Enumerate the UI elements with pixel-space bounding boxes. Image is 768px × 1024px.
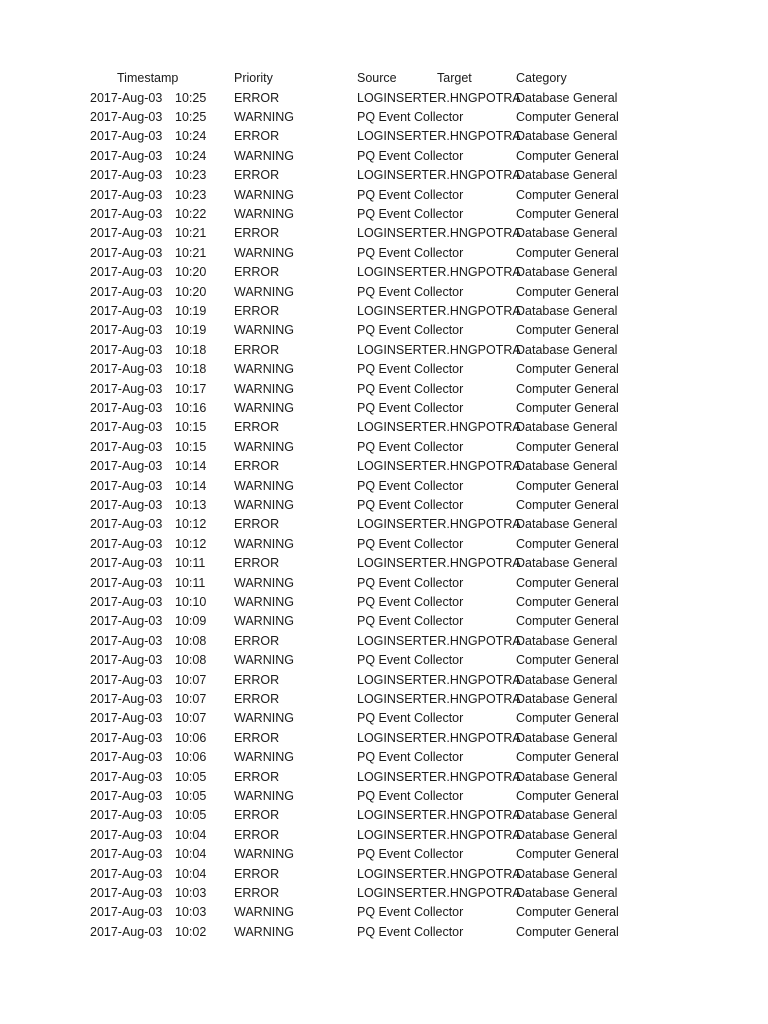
table-row [0, 826, 768, 845]
table-row [0, 632, 768, 651]
row-priority: WARNING [234, 497, 294, 512]
row-category: Database General [516, 265, 618, 280]
row-category: Computer General [516, 536, 619, 551]
row-priority: WARNING [234, 750, 294, 765]
row-time: 10:20 [175, 265, 207, 280]
row-time: 10:12 [175, 536, 207, 551]
row-category: Computer General [516, 614, 619, 629]
row-date: 2017-Aug-03 [90, 129, 163, 144]
row-date: 2017-Aug-03 [90, 148, 163, 163]
row-source: PQ Event Collector [357, 206, 464, 221]
table-row [0, 380, 768, 399]
table-row [0, 321, 768, 340]
table-row [0, 399, 768, 418]
row-priority: ERROR [234, 90, 280, 105]
row-priority: ERROR [234, 265, 280, 280]
row-category: Computer General [516, 362, 619, 377]
row-category: Computer General [516, 206, 619, 221]
table-row [0, 593, 768, 612]
row-time: 10:08 [175, 633, 207, 648]
row-time: 10:04 [175, 827, 207, 842]
row-date: 2017-Aug-03 [90, 924, 163, 939]
row-source: PQ Event Collector [357, 905, 464, 920]
row-category: Database General [516, 827, 618, 842]
row-time: 10:18 [175, 362, 207, 377]
row-time: 10:06 [175, 750, 207, 765]
row-category: Computer General [516, 187, 619, 202]
row-category: Database General [516, 168, 618, 183]
row-priority: ERROR [234, 420, 280, 435]
row-category: Database General [516, 420, 618, 435]
row-date: 2017-Aug-03 [90, 323, 163, 338]
row-source: LOGINSERTER.HNGPOTRA [357, 556, 521, 571]
row-time: 10:15 [175, 439, 207, 454]
table-row [0, 89, 768, 108]
table-row [0, 923, 768, 942]
row-priority: ERROR [234, 342, 280, 357]
row-category: Database General [516, 633, 618, 648]
table-row [0, 709, 768, 728]
row-date: 2017-Aug-03 [90, 439, 163, 454]
row-source: PQ Event Collector [357, 245, 464, 260]
row-source: LOGINSERTER.HNGPOTRA [357, 459, 521, 474]
row-priority: ERROR [234, 808, 280, 823]
row-priority: ERROR [234, 866, 280, 881]
table-row [0, 554, 768, 573]
row-source: PQ Event Collector [357, 323, 464, 338]
row-priority: WARNING [234, 148, 294, 163]
row-date: 2017-Aug-03 [90, 381, 163, 396]
header-source: Source [357, 71, 397, 85]
row-time: 10:07 [175, 711, 207, 726]
row-date: 2017-Aug-03 [90, 691, 163, 706]
row-date: 2017-Aug-03 [90, 400, 163, 415]
row-priority: ERROR [234, 730, 280, 745]
row-source: LOGINSERTER.HNGPOTRA [357, 420, 521, 435]
row-category: Computer General [516, 594, 619, 609]
row-category: Computer General [516, 284, 619, 299]
row-priority: WARNING [234, 905, 294, 920]
row-time: 10:08 [175, 653, 207, 668]
row-category: Database General [516, 556, 618, 571]
table-row [0, 438, 768, 457]
row-date: 2017-Aug-03 [90, 711, 163, 726]
row-date: 2017-Aug-03 [90, 536, 163, 551]
table-row [0, 651, 768, 670]
row-date: 2017-Aug-03 [90, 769, 163, 784]
row-date: 2017-Aug-03 [90, 517, 163, 532]
row-date: 2017-Aug-03 [90, 303, 163, 318]
row-date: 2017-Aug-03 [90, 847, 163, 862]
row-source: LOGINSERTER.HNGPOTRA [357, 90, 521, 105]
row-priority: WARNING [234, 206, 294, 221]
table-row [0, 535, 768, 554]
row-source: PQ Event Collector [357, 653, 464, 668]
row-source: PQ Event Collector [357, 847, 464, 862]
row-date: 2017-Aug-03 [90, 808, 163, 823]
table-row [0, 224, 768, 243]
row-category: Database General [516, 691, 618, 706]
table-row [0, 748, 768, 767]
row-priority: WARNING [234, 362, 294, 377]
row-date: 2017-Aug-03 [90, 90, 163, 105]
row-category: Computer General [516, 750, 619, 765]
table-row [0, 166, 768, 185]
table-row [0, 244, 768, 263]
row-priority: ERROR [234, 517, 280, 532]
row-source: LOGINSERTER.HNGPOTRA [357, 265, 521, 280]
row-date: 2017-Aug-03 [90, 730, 163, 745]
row-time: 10:05 [175, 769, 207, 784]
row-category: Database General [516, 885, 618, 900]
row-category: Computer General [516, 788, 619, 803]
table-row [0, 108, 768, 127]
row-priority: WARNING [234, 536, 294, 551]
row-category: Database General [516, 303, 618, 318]
table-row [0, 263, 768, 282]
row-time: 10:12 [175, 517, 207, 532]
row-priority: ERROR [234, 459, 280, 474]
row-source: LOGINSERTER.HNGPOTRA [357, 691, 521, 706]
row-source: LOGINSERTER.HNGPOTRA [357, 342, 521, 357]
row-date: 2017-Aug-03 [90, 614, 163, 629]
row-source: PQ Event Collector [357, 614, 464, 629]
row-time: 10:25 [175, 109, 207, 124]
row-category: Computer General [516, 924, 619, 939]
row-source: LOGINSERTER.HNGPOTRA [357, 633, 521, 648]
row-category: Computer General [516, 245, 619, 260]
row-priority: ERROR [234, 556, 280, 571]
row-date: 2017-Aug-03 [90, 459, 163, 474]
row-time: 10:25 [175, 90, 207, 105]
row-category: Computer General [516, 653, 619, 668]
row-priority: ERROR [234, 303, 280, 318]
row-date: 2017-Aug-03 [90, 206, 163, 221]
row-date: 2017-Aug-03 [90, 575, 163, 590]
row-priority: WARNING [234, 575, 294, 590]
row-date: 2017-Aug-03 [90, 672, 163, 687]
header-category: Category [516, 71, 567, 85]
row-priority: WARNING [234, 400, 294, 415]
row-priority: ERROR [234, 691, 280, 706]
row-category: Computer General [516, 439, 619, 454]
row-time: 10:23 [175, 187, 207, 202]
row-source: PQ Event Collector [357, 381, 464, 396]
row-priority: WARNING [234, 653, 294, 668]
row-time: 10:17 [175, 381, 207, 396]
row-date: 2017-Aug-03 [90, 168, 163, 183]
row-source: PQ Event Collector [357, 711, 464, 726]
row-category: Database General [516, 517, 618, 532]
row-priority: ERROR [234, 226, 280, 241]
row-time: 10:14 [175, 478, 207, 493]
row-priority: ERROR [234, 769, 280, 784]
table-row [0, 768, 768, 787]
header-priority: Priority [234, 71, 273, 85]
row-source: LOGINSERTER.HNGPOTRA [357, 129, 521, 144]
row-source: PQ Event Collector [357, 750, 464, 765]
row-source: LOGINSERTER.HNGPOTRA [357, 303, 521, 318]
row-date: 2017-Aug-03 [90, 556, 163, 571]
row-category: Computer General [516, 847, 619, 862]
row-time: 10:03 [175, 885, 207, 900]
row-source: LOGINSERTER.HNGPOTRA [357, 168, 521, 183]
row-source: PQ Event Collector [357, 109, 464, 124]
row-time: 10:19 [175, 323, 207, 338]
row-priority: ERROR [234, 168, 280, 183]
row-category: Database General [516, 769, 618, 784]
table-row [0, 884, 768, 903]
row-source: LOGINSERTER.HNGPOTRA [357, 769, 521, 784]
row-source: PQ Event Collector [357, 478, 464, 493]
row-time: 10:03 [175, 905, 207, 920]
table-row [0, 729, 768, 748]
row-source: PQ Event Collector [357, 788, 464, 803]
row-priority: WARNING [234, 478, 294, 493]
row-time: 10:24 [175, 129, 207, 144]
table-row [0, 496, 768, 515]
row-priority: WARNING [234, 187, 294, 202]
row-date: 2017-Aug-03 [90, 478, 163, 493]
row-time: 10:09 [175, 614, 207, 629]
row-time: 10:22 [175, 206, 207, 221]
row-time: 10:21 [175, 245, 207, 260]
row-time: 10:15 [175, 420, 207, 435]
row-date: 2017-Aug-03 [90, 866, 163, 881]
row-date: 2017-Aug-03 [90, 788, 163, 803]
row-priority: WARNING [234, 323, 294, 338]
row-priority: WARNING [234, 614, 294, 629]
row-priority: WARNING [234, 847, 294, 862]
table-row [0, 690, 768, 709]
row-category: Computer General [516, 575, 619, 590]
row-source: LOGINSERTER.HNGPOTRA [357, 827, 521, 842]
row-category: Computer General [516, 381, 619, 396]
row-priority: WARNING [234, 924, 294, 939]
row-date: 2017-Aug-03 [90, 284, 163, 299]
table-row [0, 360, 768, 379]
row-time: 10:13 [175, 497, 207, 512]
row-priority: WARNING [234, 711, 294, 726]
row-source: PQ Event Collector [357, 284, 464, 299]
row-time: 10:10 [175, 594, 207, 609]
row-source: PQ Event Collector [357, 594, 464, 609]
table-row [0, 806, 768, 825]
row-priority: WARNING [234, 109, 294, 124]
table-row [0, 515, 768, 534]
row-time: 10:05 [175, 808, 207, 823]
table-row [0, 865, 768, 884]
row-date: 2017-Aug-03 [90, 885, 163, 900]
row-category: Database General [516, 90, 618, 105]
row-priority: ERROR [234, 827, 280, 842]
row-source: PQ Event Collector [357, 400, 464, 415]
row-time: 10:05 [175, 788, 207, 803]
row-date: 2017-Aug-03 [90, 594, 163, 609]
row-date: 2017-Aug-03 [90, 653, 163, 668]
header-row [0, 69, 768, 88]
row-date: 2017-Aug-03 [90, 827, 163, 842]
row-priority: ERROR [234, 129, 280, 144]
header-timestamp: Timestamp [117, 71, 179, 85]
row-category: Computer General [516, 497, 619, 512]
row-source: PQ Event Collector [357, 575, 464, 590]
row-category: Database General [516, 808, 618, 823]
table-row [0, 671, 768, 690]
table-row [0, 477, 768, 496]
row-category: Database General [516, 342, 618, 357]
row-category: Computer General [516, 711, 619, 726]
row-source: PQ Event Collector [357, 497, 464, 512]
row-priority: WARNING [234, 245, 294, 260]
row-date: 2017-Aug-03 [90, 905, 163, 920]
row-date: 2017-Aug-03 [90, 187, 163, 202]
row-category: Computer General [516, 400, 619, 415]
table-row [0, 903, 768, 922]
table-row [0, 186, 768, 205]
row-source: PQ Event Collector [357, 439, 464, 454]
row-date: 2017-Aug-03 [90, 342, 163, 357]
row-time: 10:19 [175, 303, 207, 318]
row-category: Database General [516, 226, 618, 241]
row-date: 2017-Aug-03 [90, 362, 163, 377]
row-time: 10:02 [175, 924, 207, 939]
row-time: 10:07 [175, 672, 207, 687]
row-source: LOGINSERTER.HNGPOTRA [357, 808, 521, 823]
row-category: Database General [516, 459, 618, 474]
row-priority: WARNING [234, 594, 294, 609]
row-time: 10:14 [175, 459, 207, 474]
table-row [0, 302, 768, 321]
row-source: LOGINSERTER.HNGPOTRA [357, 226, 521, 241]
table-row [0, 127, 768, 146]
row-source: LOGINSERTER.HNGPOTRA [357, 517, 521, 532]
row-source: PQ Event Collector [357, 536, 464, 551]
row-time: 10:04 [175, 866, 207, 881]
row-time: 10:20 [175, 284, 207, 299]
row-source: LOGINSERTER.HNGPOTRA [357, 672, 521, 687]
row-priority: WARNING [234, 439, 294, 454]
row-time: 10:18 [175, 342, 207, 357]
row-date: 2017-Aug-03 [90, 245, 163, 260]
table-row [0, 574, 768, 593]
row-date: 2017-Aug-03 [90, 633, 163, 648]
row-source: PQ Event Collector [357, 924, 464, 939]
row-time: 10:06 [175, 730, 207, 745]
row-date: 2017-Aug-03 [90, 420, 163, 435]
row-priority: WARNING [234, 284, 294, 299]
row-time: 10:16 [175, 400, 207, 415]
row-category: Computer General [516, 905, 619, 920]
row-priority: ERROR [234, 672, 280, 687]
table-row [0, 205, 768, 224]
table-row [0, 418, 768, 437]
row-category: Computer General [516, 323, 619, 338]
row-source: PQ Event Collector [357, 187, 464, 202]
row-category: Computer General [516, 148, 619, 163]
row-source: LOGINSERTER.HNGPOTRA [357, 866, 521, 881]
row-date: 2017-Aug-03 [90, 226, 163, 241]
row-source: LOGINSERTER.HNGPOTRA [357, 885, 521, 900]
table-row [0, 283, 768, 302]
table-row [0, 787, 768, 806]
row-category: Database General [516, 730, 618, 745]
row-priority: ERROR [234, 633, 280, 648]
row-date: 2017-Aug-03 [90, 497, 163, 512]
table-row [0, 457, 768, 476]
row-source: PQ Event Collector [357, 362, 464, 377]
table-row [0, 845, 768, 864]
row-category: Database General [516, 866, 618, 881]
row-priority: WARNING [234, 788, 294, 803]
row-time: 10:07 [175, 691, 207, 706]
row-category: Database General [516, 672, 618, 687]
row-source: LOGINSERTER.HNGPOTRA [357, 730, 521, 745]
row-priority: WARNING [234, 381, 294, 396]
row-source: PQ Event Collector [357, 148, 464, 163]
row-date: 2017-Aug-03 [90, 750, 163, 765]
row-time: 10:24 [175, 148, 207, 163]
row-category: Computer General [516, 478, 619, 493]
row-date: 2017-Aug-03 [90, 109, 163, 124]
table-row [0, 612, 768, 631]
row-category: Computer General [516, 109, 619, 124]
row-time: 10:21 [175, 226, 207, 241]
row-priority: ERROR [234, 885, 280, 900]
row-time: 10:11 [175, 575, 206, 590]
table-row [0, 341, 768, 360]
row-category: Database General [516, 129, 618, 144]
header-target: Target [437, 71, 472, 85]
row-time: 10:04 [175, 847, 207, 862]
table-row [0, 147, 768, 166]
row-time: 10:23 [175, 168, 207, 183]
row-date: 2017-Aug-03 [90, 265, 163, 280]
row-time: 10:11 [175, 556, 206, 571]
